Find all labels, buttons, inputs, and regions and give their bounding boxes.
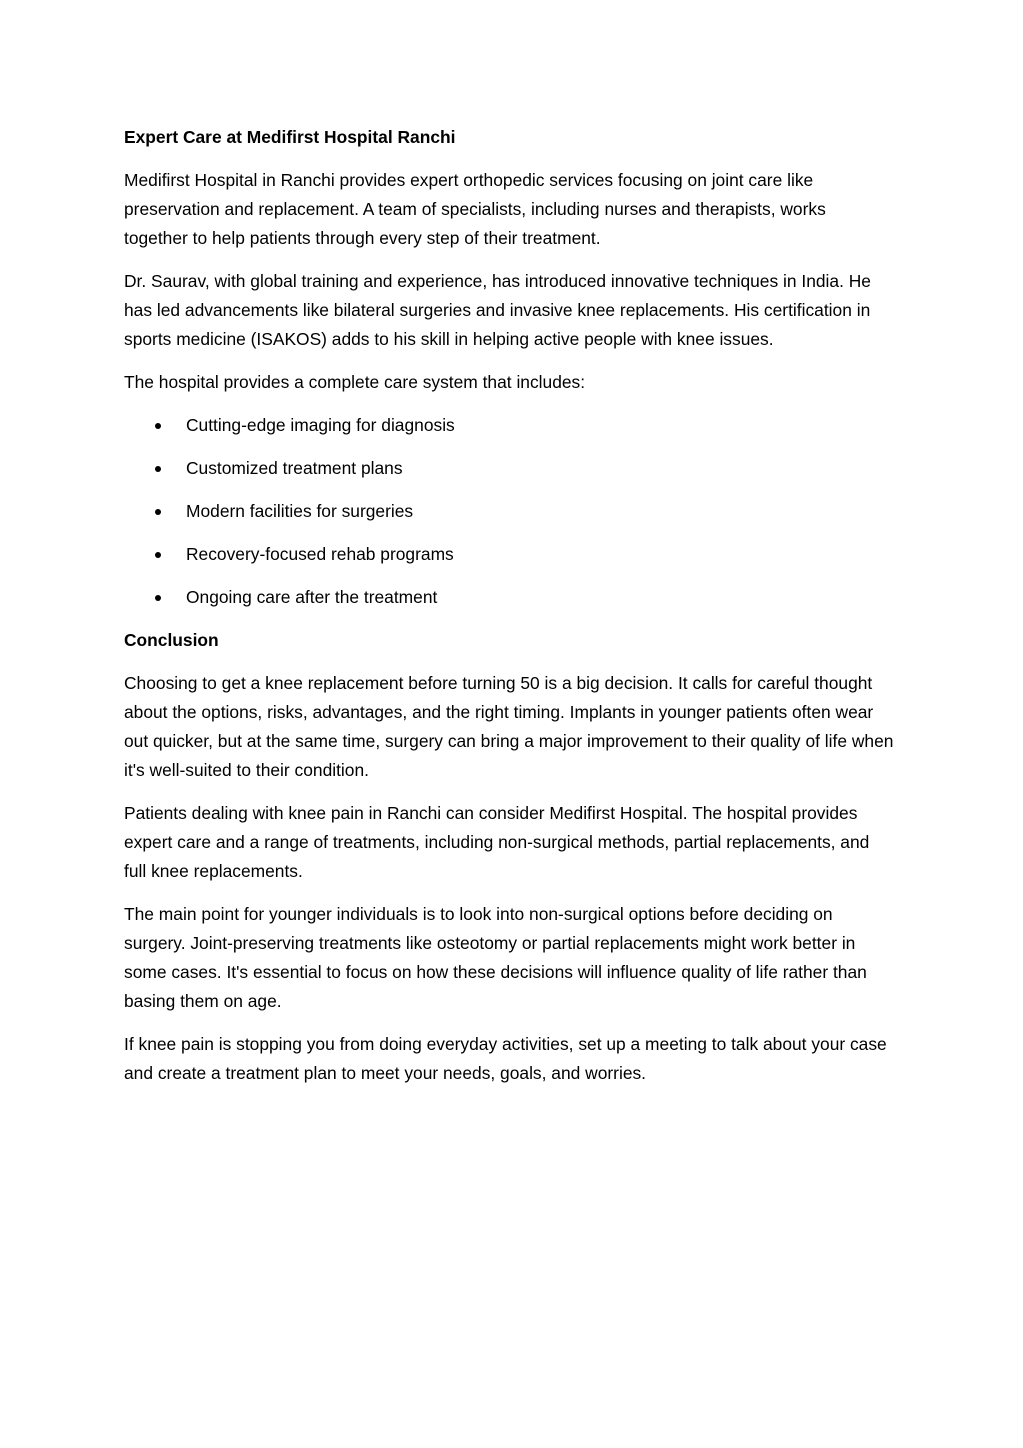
list-item bbox=[124, 540, 894, 569]
list-item bbox=[124, 583, 894, 612]
bullet-icon bbox=[155, 509, 161, 515]
conclusion-paragraph: If knee pain is stopping you from doing everyday activities, set up a meeting to talk about your case and create a treatment plan to meet your needs, goals, and worries. bbox=[124, 1034, 887, 1083]
section-heading: Expert Care at Medifirst Hospital Ranchi bbox=[124, 127, 456, 147]
list-item-text: Cutting-edge imaging for diagnosis bbox=[186, 415, 455, 435]
doctor-paragraph: Dr. Saurav, with global training and experience, has introduced innovative techniques in India. He has led advancements like bilateral surgeries and invasive knee replacements. His certification in sports medicine (ISAKOS) adds to his skill in helping active people with knee issues. bbox=[124, 271, 871, 349]
list-item-text: Recovery-focused rehab programs bbox=[186, 544, 454, 564]
list-item-text: Customized treatment plans bbox=[186, 458, 403, 478]
conclusion-heading: Conclusion bbox=[124, 630, 219, 650]
bullet-icon bbox=[155, 466, 161, 472]
bullet-icon bbox=[155, 552, 161, 558]
list-item bbox=[124, 454, 894, 483]
conclusion-paragraph: The main point for younger individuals is to look into non-surgical options before deciding on surgery. Joint-preserving treatments like osteotomy or partial replacements might work better in some cases. It's essential to focus on how these decisions will influence quality of life rather than basing them on age. bbox=[124, 904, 867, 1011]
conclusion-paragraph: Patients dealing with knee pain in Ranchi can consider Medifirst Hospital. The hospital provides expert care and a range of treatments, including non-surgical methods, partial replacements, and full knee replacements. bbox=[124, 803, 870, 881]
list-item-text: Ongoing care after the treatment bbox=[186, 587, 438, 607]
bullet-icon bbox=[155, 423, 161, 429]
list-item-text: Modern facilities for surgeries bbox=[186, 501, 414, 521]
document-page bbox=[124, 123, 894, 1102]
conclusion-paragraph: Choosing to get a knee replacement before turning 50 is a big decision. It calls for careful thought about the options, risks, advantages, and the right timing. Implants in younger patients often wear out quicker, but at the same time, surgery can bring a major improvement to their quality of life when it's well-suited to their condition. bbox=[124, 673, 894, 780]
care-system-paragraph: The hospital provides a complete care system that includes: bbox=[124, 372, 586, 392]
list-item bbox=[124, 497, 894, 526]
list-item bbox=[124, 411, 894, 440]
bullet-icon bbox=[155, 595, 161, 601]
intro-paragraph: Medifirst Hospital in Ranchi provides expert orthopedic services focusing on joint care like preservation and replacement. A team of specialists, including nurses and therapists, works together to help patients through every step of their treatment. bbox=[124, 170, 826, 248]
care-system-list bbox=[124, 411, 894, 612]
